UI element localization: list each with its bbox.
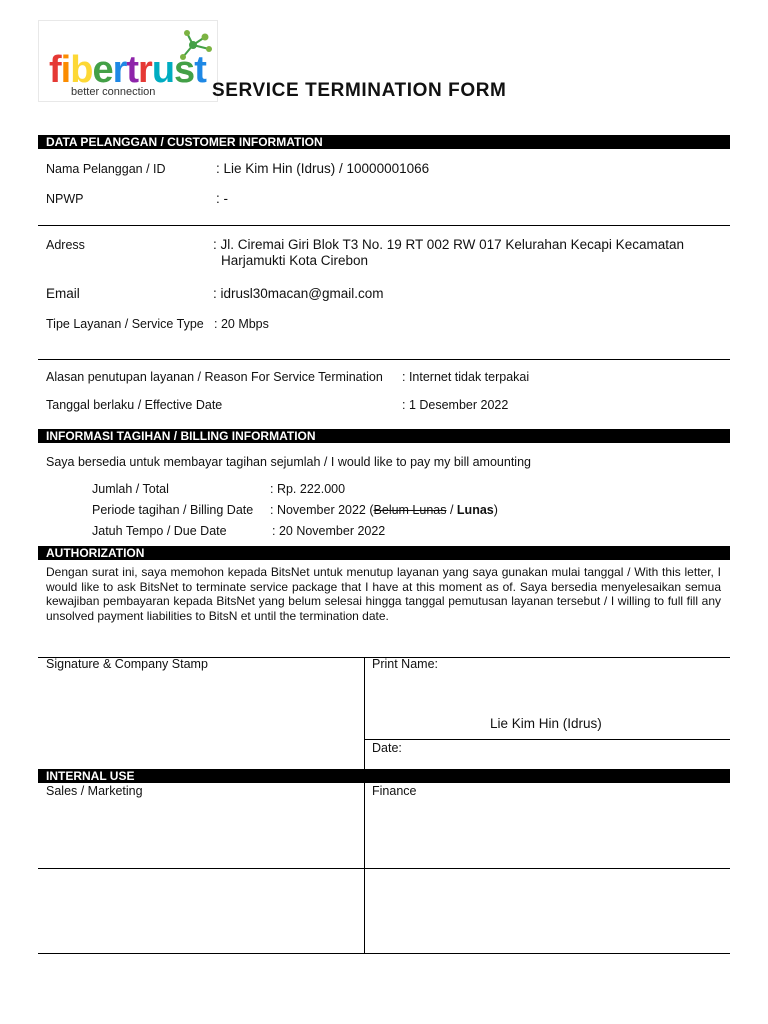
date-label: Date: [372, 741, 402, 755]
table-divider [364, 657, 365, 769]
email-label: Email [46, 286, 80, 301]
sales-marketing-label: Sales / Marketing [46, 784, 143, 798]
billing-period-value: : November 2022 (Belum Lunas / Lunas) [270, 503, 498, 517]
logo-wordmark [49, 51, 206, 89]
customer-name-value: : Lie Kim Hin (Idrus) / 10000001066 [216, 161, 430, 176]
npwp-label: NPWP [46, 192, 84, 206]
paid-status: Lunas [456, 503, 494, 517]
table-border [38, 868, 730, 869]
logo-letter: e [92, 49, 113, 91]
due-date-value: : 20 November 2022 [272, 524, 386, 538]
internal-use-header: INTERNAL USE [38, 769, 730, 783]
billing-intro: Saya bersedia untuk membayar tagihan sejumlah / I would like to pay my bill amounting [46, 455, 531, 469]
finance-label: Finance [372, 784, 417, 798]
table-border [364, 739, 730, 740]
table-border [38, 953, 730, 954]
company-logo [38, 20, 218, 102]
logo-letter: t [126, 49, 139, 91]
divider [38, 359, 730, 360]
service-type-value: : 20 Mbps [214, 317, 269, 331]
logo-letter: r [112, 49, 127, 91]
billing-section-header: INFORMASI TAGIHAN / BILLING INFORMATION [38, 429, 730, 443]
effective-date-label: Tanggal berlaku / Effective Date [46, 398, 223, 412]
email-value: : idrusl30macan@gmail.com [213, 286, 384, 301]
logo-letter: t [194, 49, 206, 91]
logo-letter: i [60, 49, 71, 91]
effective-date-value: : 1 Desember 2022 [402, 398, 509, 412]
logo-letter: b [70, 49, 93, 91]
npwp-value: : - [216, 191, 228, 206]
print-name-label: Print Name: [372, 657, 438, 671]
termination-reason-value: : Internet tidak terpakai [402, 370, 530, 384]
logo-tagline: better connection [71, 86, 156, 98]
signature-stamp-label: Signature & Company Stamp [46, 657, 208, 671]
logo-letter: r [138, 49, 152, 91]
divider [38, 225, 730, 226]
logo-letter: u [151, 49, 175, 91]
address-label: Adress [46, 238, 85, 252]
customer-section-header: DATA PELANGGAN / CUSTOMER INFORMATION [38, 135, 730, 149]
customer-name-label: Nama Pelanggan / ID [46, 162, 166, 176]
authorization-section-header: AUTHORIZATION [38, 546, 730, 560]
address-line-2: Harjamukti Kota Cirebon [221, 253, 369, 268]
termination-reason-label: Alasan penutupan layanan / Reason For Service Termination [46, 370, 383, 384]
unpaid-status: Belum Lunas [373, 503, 447, 517]
logo-letter: s [174, 49, 195, 91]
due-date-label: Jatuh Tempo / Due Date [92, 524, 227, 538]
print-name-value: Lie Kim Hin (Idrus) [490, 716, 602, 731]
total-value: : Rp. 222.000 [270, 482, 346, 496]
form-title: SERVICE TERMINATION FORM [212, 80, 507, 101]
address-line-1: : Jl. Ciremai Giri Blok T3 No. 19 RT 002 RW 017 Kelurahan Kecapi Kecamatan [213, 237, 684, 252]
billing-period-label: Periode tagihan / Billing Date [92, 503, 254, 517]
service-type-label: Tipe Layanan / Service Type [46, 317, 204, 331]
logo-letter: f [49, 49, 61, 91]
total-label: Jumlah / Total [92, 482, 169, 496]
authorization-text: Dengan surat ini, saya memohon kepada BitsNet untuk menutup layanan yang saya gunakan mulai tanggal / With this letter, I would like to ask BitsNet to terminate service package that I have at this moment as of. Saya bersedia menyelesaikan semua kewajiban pembayaran kepada BitsNet yang belum selesai hingga tanggal pemutusan layanan tersebut / I willing to full fill any unsolved payment liabilities to BitsN et until the termination date. [46, 565, 721, 623]
